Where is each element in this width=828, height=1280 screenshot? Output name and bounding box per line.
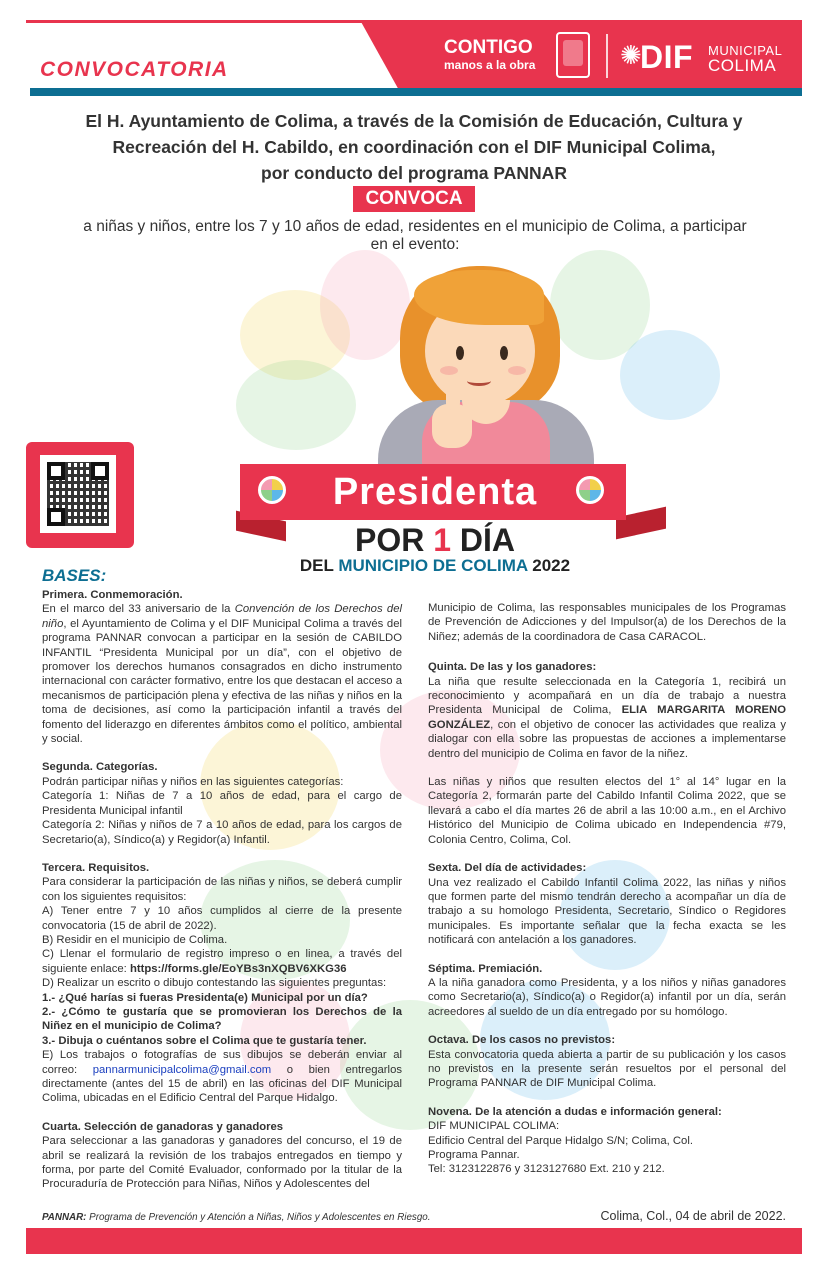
primera-text-1: En el marco del 33 aniversario de la (42, 603, 235, 616)
tercera-d: D) Realizar un escrito o dibujo contestando las siguientes preguntas: (42, 977, 387, 990)
girl-cheek-right (508, 366, 526, 375)
tercera-c (42, 947, 402, 976)
document-date: Colima, Col., 04 de abril de 2022. (600, 1209, 786, 1223)
dif-star-icon: ✺ (620, 40, 642, 70)
event-del: DEL (299, 556, 334, 575)
intro-line-2: Recreación del H. Cabildo, en coordinación con el DIF Municipal Colima, (112, 137, 716, 157)
dif-municipal-text: MUNICIPAL (708, 43, 783, 58)
tercera-text-1: Para considerar la participación de las niñas y niños, se deberá cumplir con los siguientes requisitos: (42, 876, 402, 903)
decor-petal (620, 330, 720, 420)
primera-text (42, 602, 402, 746)
tercera-e-text-2: o bien entregarlos directamente (antes del 15 de abril) en las oficinas del DIF Municipal Colima, ubicadas en el Edificio Central del Parque Hidalgo. (42, 1063, 402, 1105)
convoca-line-2: en el evento: (370, 236, 460, 253)
girl-eye-left (456, 346, 464, 360)
novena-text-1: DIF MUNICIPAL COLIMA: (428, 1120, 560, 1133)
contigo-slogan: manos a la obra (444, 58, 536, 72)
question-2: 2.- ¿Cómo te gustaría que se promovieran los Derechos de la Niñez en el municipio de Colima? (42, 1005, 402, 1033)
girl-hand (432, 404, 472, 448)
decor-petal (320, 250, 410, 360)
header-top-line (26, 20, 406, 23)
sexta-heading: Sexta. Del día de actividades: (428, 862, 587, 875)
segunda-text-3: Categoría 2: Niñas y niños de 7 a 10 años de edad, para los cargos de Secretario(a), Síndico(a) y Regidor(a) Infantil. (42, 819, 402, 846)
cuarta-text-1: Para seleccionar a las ganadoras y ganadores del concurso, el 19 de abril se realizará la revisión de los trabajos entregados en tiempo y forma, por parte del Comité Evaluador, conformado por la titular de la Procuraduría de Protección para Niñas, Niños y Adolescentes del (42, 1135, 402, 1191)
quinta-heading: Quinta. De las y los ganadores: (428, 661, 597, 674)
cuarta-heading: Cuarta. Selección de ganadoras y ganadores (42, 1120, 284, 1133)
event-one: 1 (433, 522, 452, 558)
event-municipio: MUNICIPIO DE COLIMA (338, 556, 528, 575)
segunda-text-2: Categoría 1: Niñas de 7 a 10 años de edad, para el cargo de Presidenta Municipal infantil (42, 790, 402, 817)
header-blue-stripe (30, 88, 802, 96)
contigo-logo-text: CONTIGO (444, 37, 533, 58)
octava-text: Esta convocatoria queda abierta a partir de su publicación y los casos no previstos en la presente serán resueltos por el personal del Programa PANNAR de DIF Municipal Colima. (428, 1048, 786, 1090)
intro-line-3: por conducto del programa PANNAR (261, 163, 567, 183)
intro-line-1: El H. Ayuntamiento de Colima, a través de la Comisión de Educación, Cultura y (85, 111, 743, 131)
convoca-line-1: a niñas y niños, entre los 7 y 10 años de edad, residentes en el municipio de Colima, a participar (83, 218, 747, 235)
pannar-label: PANNAR: (42, 1212, 87, 1223)
question-3: 3.- Dibuja o cuéntanos sobre el Colima que te gustaría tener. (42, 1034, 367, 1047)
convocatoria-title: CONVOCATORIA (40, 58, 229, 81)
tercera-c-text: C) Llenar el formulario de registro impreso o en linea, a través del siguiente enlace: (42, 948, 402, 975)
header-notch (360, 20, 400, 92)
presidenta-name: ELIA MARGARITA MORENO GONZÁLEZ (428, 704, 786, 731)
flower-icon (258, 476, 286, 504)
pannar-footnote (42, 1212, 430, 1223)
bases-column-right (428, 601, 786, 1177)
sexta-text: Una vez realizado el Cabildo Infantil Colima 2022, las niñas y niños que formen parte del mismo tendrán derecho a acompañar un día de trabajo a su homologo Presidenta, Secretario, Síndico o Regidores municipales. Es importante señalar que la fecha exacta se les notificará con antelación a los ganadores. (428, 876, 786, 947)
convoca-description (50, 218, 780, 254)
dif-logo-text: DIF (640, 39, 694, 75)
novena-text-2: Edificio Central del Parque Hidalgo S/N; Colima, Col. (428, 1134, 693, 1147)
event-por: POR (354, 522, 425, 558)
event-title: Presidenta (332, 471, 538, 513)
tercera-a: A) Tener entre 7 y 10 años cumplidos al cierre de la presente convocatoria (15 de abril de 2022). (42, 905, 402, 932)
tercera-b: B) Residir en el municipio de Colima. (42, 933, 228, 946)
pannar-description: Programa de Prevención y Atención a Niñas, Niños y Adolescentes en Riesgo. (86, 1212, 431, 1223)
cuarta-text-2: Municipio de Colima, las responsables municipales de los Programas de Prevención de Adicciones y del Impulsor(a) de los Derechos de la Niñez; además de la coordinadora de Casa CARACOL. (428, 602, 786, 643)
girl-cheek-left (440, 366, 458, 375)
question-1: 1.- ¿Qué harías si fueras Presidenta(e) Municipal por un día? (42, 991, 368, 1004)
event-subtitle (300, 520, 570, 560)
convoca-badge: CONVOCA (353, 186, 475, 212)
segunda-text-1: Podrán participar niñas y niños en las siguientes categorías: (42, 775, 344, 788)
octava-heading: Octava. De los casos no previstos: (428, 1034, 616, 1047)
quinta-text-1 (428, 675, 786, 761)
girl-smile (467, 376, 491, 386)
novena-text-4: Tel: 3123122876 y 3123127680 Ext. 210 y 212. (428, 1163, 665, 1176)
email-link[interactable]: pannarmunicipalcolima@gmail.com (92, 1063, 272, 1076)
tercera-e-text-1: E) Los trabajos o fotografías de sus dibujos se deberán enviar al correo: (42, 1049, 402, 1076)
bases-column-left (42, 588, 402, 1192)
septima-heading: Séptima. Premiación. (428, 962, 543, 975)
flower-icon (576, 476, 604, 504)
tercera-e (42, 1048, 402, 1106)
qr-corner-icon (47, 508, 65, 526)
septima-text: A la niña ganadora como Presidenta, y a los niños y niñas ganadores como Secretario(a), Síndico(a) o Regidor(a) infantil por un día, serán acreedores al sueldo de un día entregado por su homólogo. (428, 976, 786, 1018)
dif-colima-text: COLIMA (708, 56, 777, 75)
tercera-heading: Tercera. Requisitos. (42, 861, 150, 874)
intro-paragraph (34, 108, 794, 186)
primera-text-italic: Convención de los Derechos del niño (42, 603, 402, 630)
footer-bar (26, 1228, 802, 1254)
segunda-heading: Segunda. Categorías. (42, 761, 158, 774)
event-year: 2022 (532, 556, 571, 575)
qr-corner-icon (91, 462, 109, 480)
quinta-text-1a: La niña que resulte seleccionada en la Categoría 1, recibirá un reconocimiento y acompañará en un día de trabajo a nuestra Presidenta Municipal de Colima, (428, 675, 786, 717)
quinta-text-1b: , con el objetivo de conocer las actividades que realiza y dialogar con ella sobre las propuestas de acciones a implementarse dentro del municipio de Colima en favor de la niñez. (428, 718, 786, 760)
event-municipality (250, 556, 620, 576)
girl-eye-right (500, 346, 508, 360)
decor-petal (236, 360, 356, 450)
novena-text-3: Programa Pannar. (428, 1149, 520, 1161)
thumbs-up-icon (446, 384, 460, 410)
seal-inner-icon (563, 40, 583, 66)
qr-corner-icon (47, 462, 65, 480)
bases-title: BASES: (42, 566, 107, 585)
primera-heading: Primera. Conmemoración. (42, 589, 183, 601)
primera-text-2: , el Ayuntamiento de Colima y el DIF Municipal Colima a través del programa PANNAR convocan a participar en la sesión de CABILDO INFANTIL “Presidenta Municipal por un día”, con el objetivo de promover los derechos humanos consagrados en dicho instrumento internacional con carácter formativo, entre los que destacan el acceso a mecanismos de participación plena y efectiva de las niñas y niños en la toma de decisiones, así como la participación infantil a través del fomento del liderazgo en diferentes ámbitos como el político, ambiental y social. (42, 617, 402, 746)
quinta-text-2: Las niñas y niños que resulten electos del 1° al 14° lugar en la Categoría 2, formarán parte del Cabildo Infantil Colima 2022, que se llevará a cabo el día martes 26 de abril a las 10:00 a.m., en el Archivo Histórico del Municipio de Colima ubicado en Independencia #79, Colonia Centro, Colima, Col. (428, 776, 786, 846)
registration-link[interactable]: https://forms.gle/EoYBs3nXQBV6XKG36 (129, 962, 347, 975)
event-dia: DÍA (459, 522, 516, 558)
header-separator (606, 34, 608, 78)
novena-heading: Novena. De la atención a dudas e información general: (428, 1105, 722, 1118)
